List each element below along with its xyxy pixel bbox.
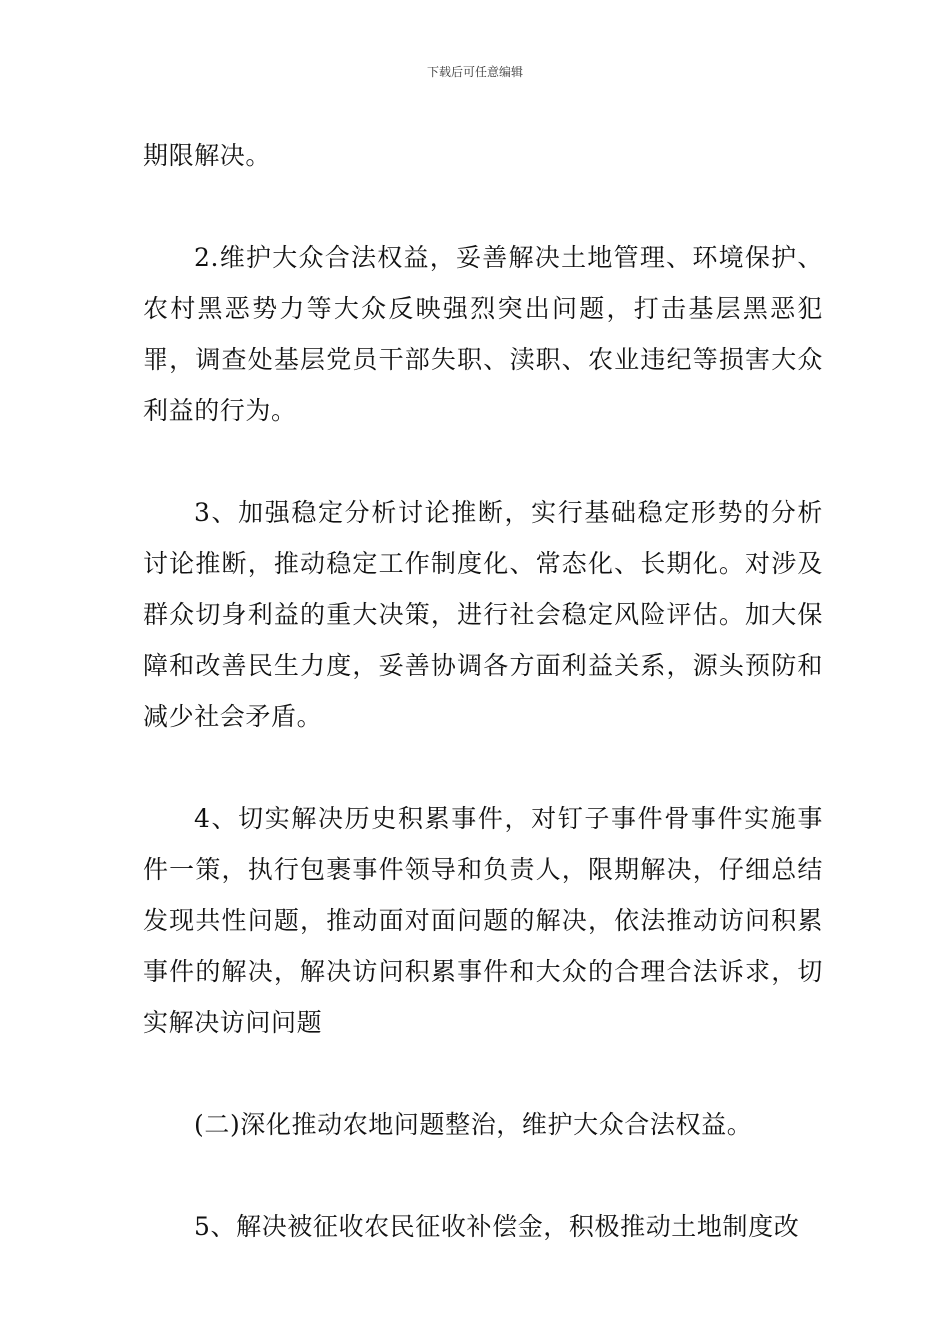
paragraph-item-3: 3、加强稳定分析讨论推断，实行基础稳定形势的分析讨论推断，推动稳定工作制度化、常态化、长期化。对涉及群众切身利益的重大决策，进行社会稳定风险评估。加大保障和改善民生力度，妥善协调各方面利益关系，源头预防和减少社会矛盾。 [143, 498, 823, 731]
paragraph-item-5: 5、解决被征收农民征收补偿金，积极推动土地制度改 [194, 1212, 800, 1241]
section-heading-2: (二)深化推动农地问题整治，维护大众合法权益。 [194, 1110, 753, 1139]
page-header-note: 下载后可任意编辑 [426, 65, 523, 79]
document-body [143, 130, 823, 1252]
paragraph-item-2: 2.维护大众合法权益，妥善解决土地管理、环境保护、农村黑恶势力等大众反映强烈突出问题，打击基层黑恶犯罪，调查处基层党员干部失职、渎职、农业违纪等损害大众利益的行为。 [143, 243, 823, 425]
paragraph-continuation: 期限解决。 [143, 141, 272, 170]
paragraph-item-4: 4、切实解决历史积累事件，对钉子事件骨事件实施事件一策，执行包裹事件领导和负责人，限期解决，仔细总结发现共性问题，推动面对面问题的解决，依法推动访问积累事件的解决，解决访问积累事件和大众的合理合法诉求，切实解决访问问题 [143, 804, 823, 1037]
